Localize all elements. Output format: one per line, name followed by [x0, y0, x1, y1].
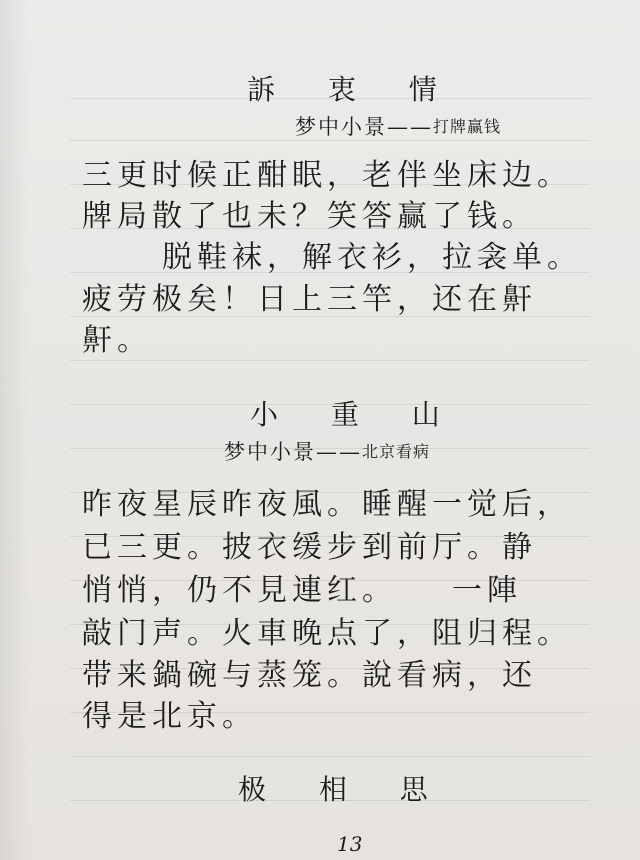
poem2-subtitle-detail: 北京看病	[362, 442, 431, 461]
poem1-line: 牌局散了也未？笑答赢了钱。	[82, 199, 537, 234]
poem2-line: 得是北京。	[82, 699, 257, 734]
poem2-line: 带来鍋碗与蒸笼。說看病，还	[82, 658, 537, 693]
poem1-title: 訴 衷 情	[247, 73, 459, 106]
poem1-subtitle-main: 梦中小景——	[295, 115, 433, 139]
page-number: 13	[337, 832, 363, 856]
poem1-line: 三更时候正酣眠，老伴坐床边。	[82, 158, 572, 193]
ruled-line	[70, 360, 590, 361]
poem1-line: 鼾。	[82, 323, 152, 358]
poem2-subtitle-main: 梦中小景——	[224, 440, 362, 464]
poem2-line: 已三更。披衣缓步到前厅。静	[82, 530, 537, 565]
poem1-line: 脱鞋袜，解衣衫，拉衾单。	[162, 240, 582, 275]
poem3-title: 极 相 思	[238, 773, 450, 806]
poem2-title: 小 重 山	[250, 398, 462, 431]
page-shadow	[0, 0, 30, 860]
poem2-line: 昨夜星辰昨夜風。睡醒一觉后，	[82, 487, 572, 522]
poem1-subtitle-detail: 打牌赢钱	[433, 117, 502, 136]
poem2-line: 悄悄，仍不見連红。 一陣	[82, 573, 522, 608]
ruled-line	[70, 756, 590, 757]
poem2-line: 敲门声。火車晚点了，阻归程。	[82, 616, 572, 651]
poem1-line: 疲劳极矣！日上三竿，还在鼾	[82, 282, 537, 317]
